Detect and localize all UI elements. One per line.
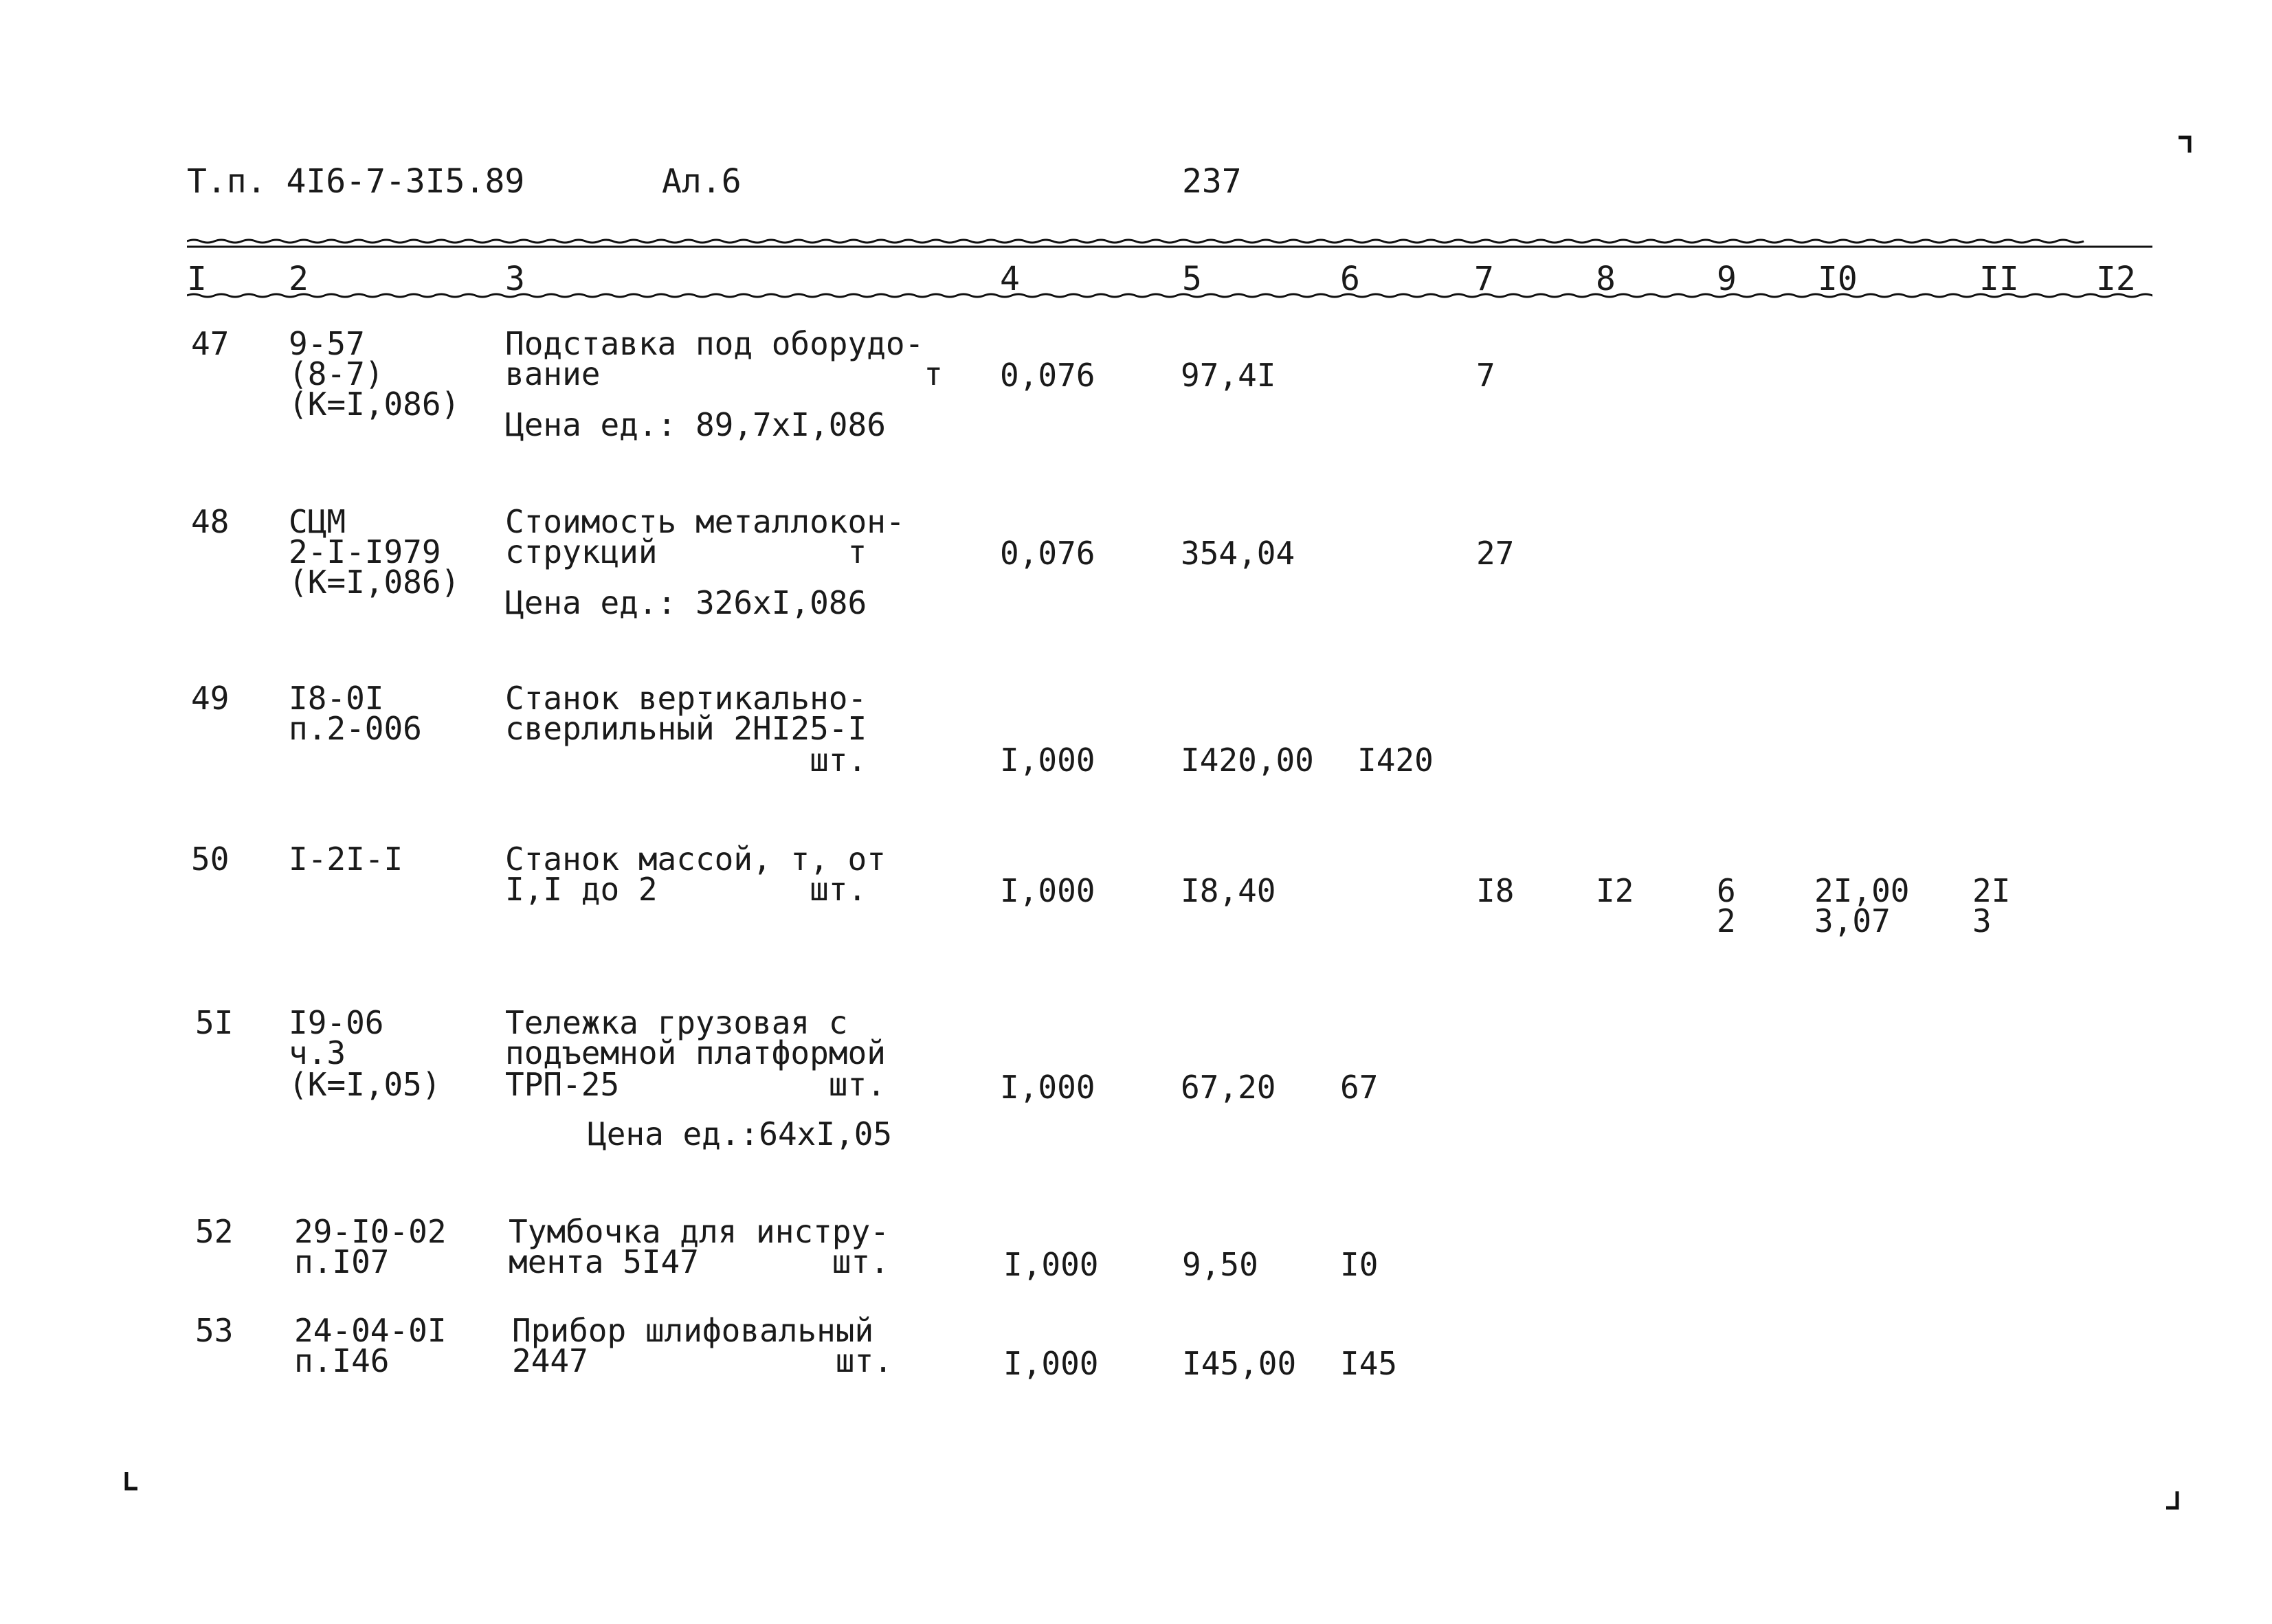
rate-code: СЦМ (289, 503, 346, 540)
item-description: 2447 шт. (512, 1342, 893, 1379)
column-header-3: 3 (505, 260, 525, 298)
quantity: I,000 (1000, 742, 1095, 779)
column-10-value: 3,07 (1814, 902, 1891, 939)
rate-code: (К=I,086) (289, 386, 460, 423)
column-10-value: 2I,00 (1814, 872, 1910, 909)
item-description: сверлильный 2НI25-I (505, 710, 867, 747)
unit-cost: 9,50 (1182, 1246, 1258, 1283)
quantity: I,000 (1003, 1345, 1099, 1382)
item-description: мента 5I47 шт. (509, 1243, 889, 1280)
rate-code: 9-57 (289, 325, 365, 362)
table-header-bottom-rule (187, 290, 2152, 304)
column-9-value: 2 (1717, 902, 1736, 939)
unit-cost: I45,00 (1182, 1345, 1297, 1382)
column-header-6: 6 (1340, 260, 1360, 298)
item-description: подъемной платформой (505, 1034, 886, 1071)
doc-id: Т.п. 4I6-7-3I5.89 (187, 162, 525, 201)
item-description: Тележка грузовая с (505, 1004, 848, 1041)
item-description: ТРП-25 шт. (505, 1066, 886, 1103)
unit-price-note: Цена ед.:64xI,05 (588, 1115, 893, 1153)
rate-code: п.I07 (294, 1243, 390, 1280)
item-description: Станок вертикально- (505, 680, 867, 717)
total-cost: I45 (1340, 1345, 1398, 1382)
column-header-11: II (1979, 260, 2019, 298)
column-header-9: 9 (1717, 260, 1737, 298)
rate-code: 29-I0-02 (294, 1213, 447, 1250)
quantity: I,000 (1000, 872, 1095, 909)
rate-code: (К=I,05) (289, 1066, 441, 1103)
column-8-value: I2 (1596, 872, 1634, 909)
column-header-7: 7 (1474, 260, 1494, 298)
item-description: вание т (505, 355, 943, 392)
row-number: 48 (191, 503, 230, 540)
corner-mark-bottom-left (124, 1471, 139, 1491)
rate-code: (8-7) (289, 355, 384, 392)
quantity: I,000 (1003, 1246, 1099, 1283)
column-7-value: I8 (1476, 872, 1515, 909)
total-cost: I0 (1340, 1246, 1379, 1283)
item-description: I,I до 2 шт. (505, 871, 867, 908)
unit-cost: 67,20 (1181, 1069, 1276, 1106)
unit-cost: I420,00 (1181, 742, 1314, 779)
rate-code: I8-0I (289, 680, 384, 717)
unit-cost: 354,04 (1181, 535, 1295, 572)
unit-price-note: Цена ед.: 89,7xI,086 (505, 406, 886, 443)
item-description: шт. (505, 742, 867, 779)
column-header-1: I (187, 260, 207, 298)
rate-code: I-2I-I (289, 841, 403, 878)
rate-code: п.I46 (294, 1342, 390, 1379)
corner-mark-top-right (2177, 135, 2192, 155)
column-11-value: 2I (1972, 872, 2011, 909)
corner-mark-bottom-right (2165, 1490, 2180, 1511)
column-header-8: 8 (1596, 260, 1616, 298)
row-number: 47 (191, 325, 230, 362)
column-7-value: 7 (1476, 357, 1495, 394)
total-cost: I420 (1357, 742, 1434, 779)
row-number: 5I (195, 1004, 234, 1041)
item-description: Тумбочка для инстру- (509, 1213, 889, 1250)
unit-cost: 97,4I (1181, 357, 1276, 394)
row-number: 50 (191, 841, 230, 878)
column-header-4: 4 (1000, 260, 1020, 298)
column-header-12: I2 (2096, 260, 2136, 298)
row-number: 49 (191, 680, 230, 717)
table-top-rule (187, 237, 2152, 251)
rate-code: I9-06 (289, 1004, 384, 1041)
unit-cost: I8,40 (1181, 872, 1276, 909)
column-7-value: 27 (1476, 535, 1515, 572)
item-description: Станок массой, т, от (505, 841, 886, 878)
column-11-value: 3 (1972, 902, 1992, 939)
total-cost: 67 (1340, 1069, 1379, 1106)
row-number: 52 (195, 1213, 234, 1250)
column-header-5: 5 (1182, 260, 1202, 298)
rate-code: ч.3 (289, 1034, 346, 1071)
item-description: Подставка под оборудо- (505, 325, 924, 362)
unit-price-note: Цена ед.: 326xI,086 (505, 584, 867, 621)
quantity: 0,076 (1000, 535, 1095, 572)
rate-code: п.2-006 (289, 710, 422, 747)
item-description: Прибор шлифовальный (512, 1312, 874, 1349)
column-header-2: 2 (289, 260, 309, 298)
rate-code: (К=I,086) (289, 564, 460, 601)
album-number: Ал.6 (662, 162, 742, 201)
page-number: 237 (1182, 162, 1242, 201)
quantity: 0,076 (1000, 357, 1095, 394)
item-description: струкций т (505, 533, 867, 570)
column-header-10: I0 (1818, 260, 1858, 298)
rate-code: 24-04-0I (294, 1312, 447, 1349)
row-number: 53 (195, 1312, 234, 1349)
item-description: Стоимость металлокон- (505, 503, 905, 540)
quantity: I,000 (1000, 1069, 1095, 1106)
rate-code: 2-I-I979 (289, 533, 441, 570)
column-9-value: 6 (1717, 872, 1736, 909)
